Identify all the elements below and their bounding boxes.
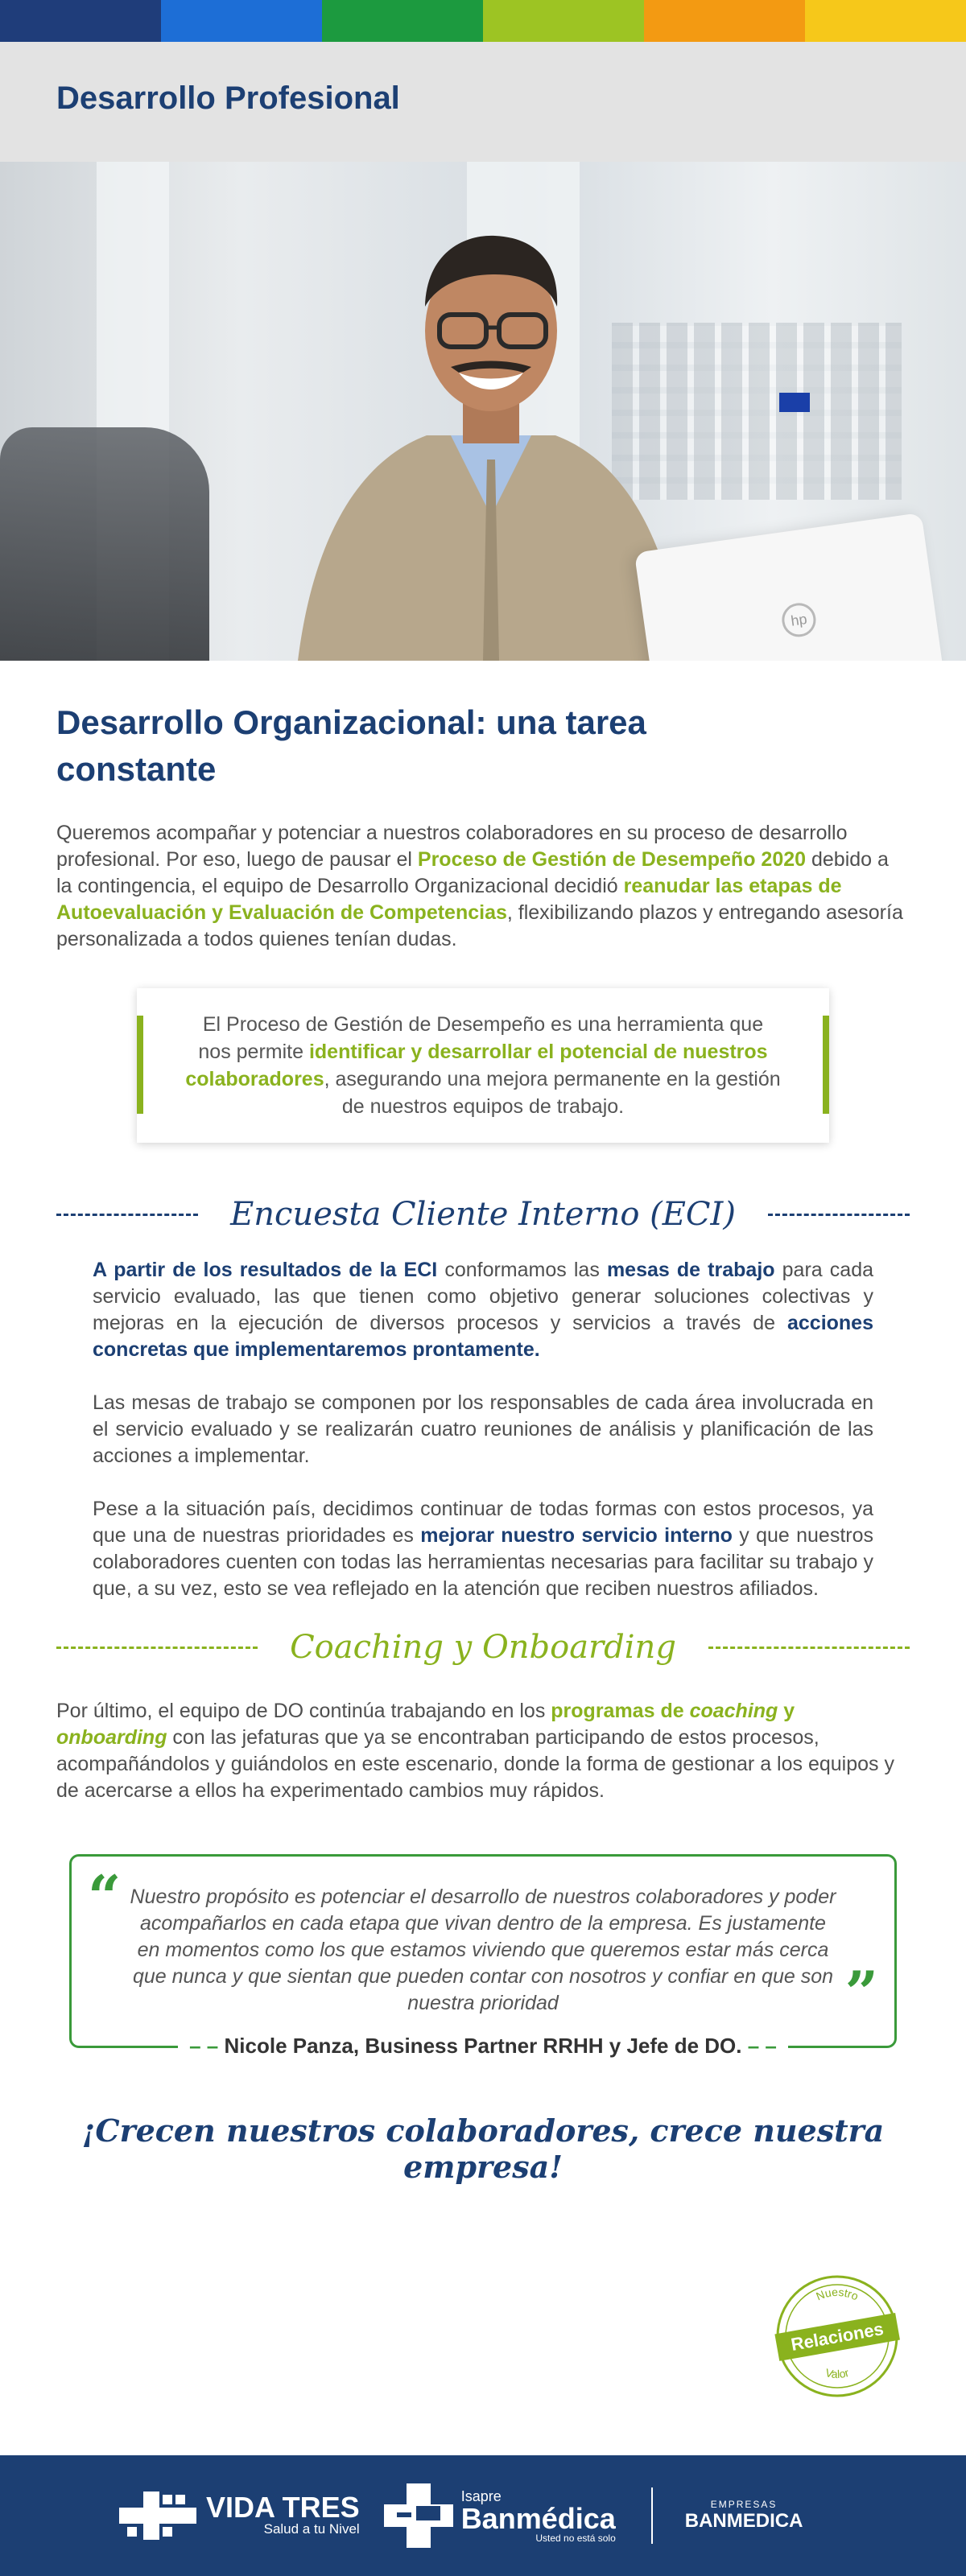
divider	[768, 1214, 910, 1216]
section-header-eci	[56, 1196, 910, 1233]
testimonial-text: Nuestro propósito es potenciar el desarrollo de nuestros colaboradores y poder acompañarlos en cada etapa que vivan dentro de la empresa. Es justamente en momentos como los que estamos viviendo que queremos estar más cerca que nunca y que sientan que pueden contar con nosotros y confiar en que son nuestra prioridad	[130, 1886, 836, 2014]
hero-photo	[0, 162, 966, 661]
callout-box	[137, 988, 829, 1143]
footer-brand-bar	[0, 2455, 966, 2576]
text-span: debido a la contingencia, el equipo de Desarrollo Organizacional decidió	[56, 848, 889, 897]
text-span: para cada servicio evaluado, las que tienen como objetivo generar soluciones colectivas y mejoras en la ejecución de diversos procesos y servicios a través de	[93, 1259, 874, 1334]
banmedica-name: Banmédica	[460, 2501, 616, 2535]
seal-bottom-text: Valor	[824, 2365, 851, 2381]
highlight: Proceso de Gestión de Desempeño 2020	[417, 848, 807, 871]
banmedica-logo	[384, 2483, 616, 2548]
signature-text: Nicole Panza, Business Partner RRHH y Jefe de DO.	[224, 2034, 742, 2058]
text-span: El Proceso de Gestión de Desempeño es una herramienta que nos permite	[198, 1013, 764, 1063]
empresas-name: BANMEDICA	[684, 2510, 803, 2532]
highlight: y	[778, 1700, 795, 1722]
strip-segment	[322, 0, 483, 42]
empresas-label: EMPRESAS	[710, 2499, 778, 2510]
text-span: , flexibilizando plazos y entregando asesoría personalizada a todos quienes tenían dudas.	[56, 901, 903, 950]
article-title: Desarrollo Organizacional: una tarea constante	[56, 703, 646, 788]
slogan: ¡Crecen nuestros colaboradores, crece nuestra empresa!	[81, 2112, 885, 2185]
text-span: , asegurando una mejora permanente en la gestión de nuestros equipos de trabajo.	[324, 1068, 781, 1118]
vidatres-logo	[119, 2492, 360, 2540]
divider	[56, 1647, 258, 1649]
page-title: Desarrollo Profesional	[56, 80, 400, 116]
eci-paragraph	[93, 1496, 873, 1602]
highlight: acciones concretas que implementaremos prontamente.	[93, 1312, 873, 1361]
dash-mark: – –	[747, 2034, 777, 2058]
highlight: coaching	[689, 1700, 778, 1722]
strip-segment	[805, 0, 966, 42]
text-span: Por último, el equipo de DO continúa trabajando en los	[56, 1700, 551, 1722]
intro-paragraph	[56, 820, 910, 953]
highlight: identificar y desarrollar el potencial de nuestros colaboradores	[185, 1041, 768, 1090]
eci-paragraph	[93, 1257, 873, 1363]
strip-segment	[0, 0, 161, 42]
highlight: mesas de trabajo	[606, 1259, 775, 1281]
text-span: conformamos las	[437, 1259, 607, 1281]
seal-top-text: Nuestro	[814, 2285, 861, 2303]
vidatres-name: VIDA TRES	[206, 2491, 360, 2524]
text-span: y que nuestros colaboradores cuenten con todas las herramientas necesarias para facilitar su trabajo y que, a su vez, esto se vea reflejado en la atención que reciben nuestros afiliados.	[93, 1524, 874, 1600]
testimonial-signature	[72, 2034, 894, 2059]
divider	[56, 1214, 198, 1216]
header-band	[0, 42, 966, 162]
section-title: Coaching y Onboarding	[290, 1629, 676, 1666]
highlight: mejorar nuestro servicio interno	[420, 1524, 733, 1547]
text-span: con las jefaturas que ya se encontraban participando de estos procesos, acompañándolos y guiándolos en este escenario, donde la forma de gestionar a los equipos y de acercarse a ellos ha experimentado cambios muy rápidos.	[56, 1726, 894, 1802]
vidatres-tagline: Salud a tu Nivel	[263, 2521, 360, 2537]
svg-text:Nuestro	[814, 2285, 861, 2303]
article	[0, 699, 966, 2185]
top-color-strip	[0, 0, 966, 42]
close-quote-icon: ”	[844, 1958, 878, 2026]
strip-segment	[644, 0, 805, 42]
footer-divider	[651, 2487, 653, 2544]
highlight: A partir de los resultados de la ECI	[93, 1259, 438, 1281]
testimonial-box	[69, 1854, 897, 2058]
highlight: reanudar las etapas de Autoevaluación y Evaluación de Competencias	[56, 875, 842, 924]
strip-segment	[483, 0, 644, 42]
banmedica-tagline: Usted no está solo	[535, 2532, 616, 2544]
empresas-banmedica-logo	[685, 2499, 803, 2533]
dash-mark: – –	[189, 2034, 219, 2058]
banmedica-cross-icon	[384, 2483, 453, 2548]
text-span: Pese a la situación país, decidimos continuar de todas formas con estos procesos, ya que una de nuestras prioridades es	[93, 1498, 873, 1547]
open-quote-icon: “	[88, 1862, 122, 1931]
section-header-coaching	[56, 1629, 910, 1666]
office-chair	[0, 427, 209, 661]
laptop-logo-icon: hp	[780, 601, 818, 639]
strip-segment	[161, 0, 322, 42]
eci-body	[56, 1257, 910, 1602]
highlight: onboarding	[56, 1726, 167, 1749]
eci-paragraph: Las mesas de trabajo se componen por los responsables de cada área involucrada en el servicio evaluado y se realizarán cuatro reuniones de análisis y planificación de las acciones a implementar.	[93, 1391, 873, 1467]
section-title: Encuesta Cliente Interno (ECI)	[230, 1196, 736, 1233]
highlight: programas de	[551, 1700, 690, 1722]
coaching-paragraph	[56, 1698, 910, 1804]
divider	[708, 1647, 910, 1649]
banmedica-isapre: Isapre	[460, 2487, 502, 2504]
blue-accent-tile	[779, 393, 810, 412]
nuestro-valor-relaciones-seal	[773, 2272, 902, 2401]
seal-ribbon-text: Relaciones	[789, 2318, 886, 2355]
svg-text:Valor	[824, 2366, 851, 2380]
vidatres-cross-icon	[119, 2492, 196, 2540]
text-span: Queremos acompañar y potenciar a nuestros colaboradores en su proceso de desarrollo profesional. Por eso, luego de pausar el	[56, 822, 848, 871]
